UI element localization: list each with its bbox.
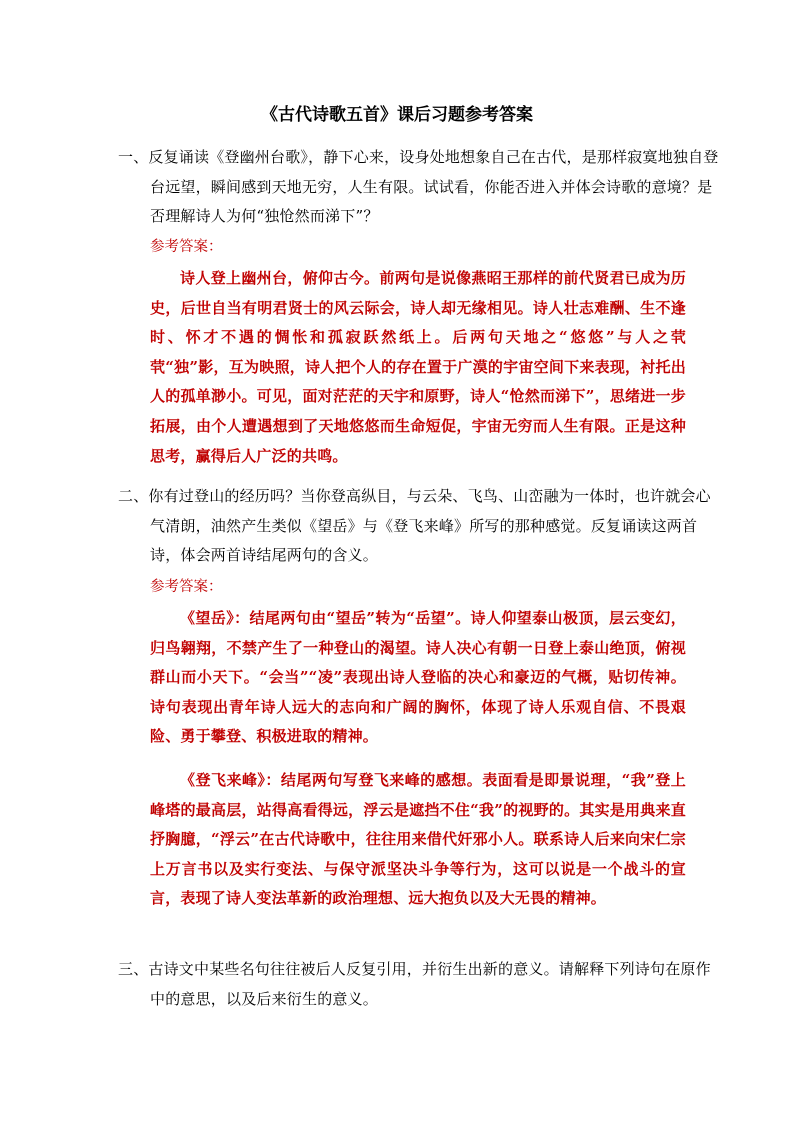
answer-2a: 《望岳》：结尾两句由“望岳”转为“岳望”。诗人仰望泰山极顶，层云变幻，归鸟翱翔，不禁产生了一种登山的渴望。诗人决心有朝一日登上泰山绝顶，俯视群山而小天下。“会当”“凌”表现出诗人登临的决心和豪迈的气概，贴切传神。诗句表现出青年诗人远大的志向和广阔的胸怀，体现了诗人乐观自信、不畏艰险、勇于攀登、积极进取的精神。 <box>150 609 686 746</box>
answer-2b: 《登飞来峰》：结尾两句写登飞来峰的感想。表面看是即景说理，“我”登上峰塔的最高层，站得高看得远，浮云是遮挡不住“我”的视野的。其实是用典来直抒胸臆，“浮云”在古代诗歌中，往往用来借代奸邪小人。联系诗人后来向宋仁宗上万言书以及实行变法、与保守派坚决斗争等行为，这可以说是一个战斗的宣言，表现了诗人变法革新的政治理想、远大抱负以及大无畏的精神。 <box>150 771 686 908</box>
answer-label-1: 参考答案： <box>150 239 223 255</box>
page-title: 《古代诗歌五首》课后习题参考答案 <box>261 105 533 125</box>
question-3: 三、古诗文中某些名句往往被后人反复引用，并衍生出新的意义。请解释下列诗句在原作中的意思，以及后来衍生的意义。 <box>118 960 711 1008</box>
question-2: 二、你有过登山的经历吗？当你登高纵目，与云朵、飞鸟、山峦融为一体时，也许就会心气清朗，油然产生类似《望岳》与《登飞来峰》所写的那种感觉。反复诵读这两首诗，体会两首诗结尾两句的含义。 <box>118 487 711 564</box>
answer-label-2: 参考答案： <box>150 579 223 595</box>
answer-1: 诗人登上幽州台，俯仰古今。前两句是说像燕昭王那样的前代贤君已成为历史，后世自当有明君贤士的风云际会，诗人却无缘相见。诗人壮志难酬、生不逢时、怀才不遇的惆怅和孤寂跃然纸上。后两句天地之“悠悠”与人之茕茕“独”影，互为映照，诗人把个人的存在置于广漠的宇宙空间下来表现，衬托出人的孤单渺小。可见，面对茫茫的天宇和原野，诗人“怆然而涕下”，思绪进一步拓展，由个人遭遇想到了天地悠悠而生命短促，宇宙无穷而人生有限。正是这种思考，赢得后人广泛的共鸣。 <box>150 269 686 465</box>
question-1: 一、反复诵读《登幽州台歌》，静下心来，设身处地想象自己在古代，是那样寂寞地独自登台远望，瞬间感到天地无穷，人生有限。试试看，你能否进入并体会诗歌的意境？是否理解诗人为何“独怆然而涕下”？ <box>118 148 719 225</box>
